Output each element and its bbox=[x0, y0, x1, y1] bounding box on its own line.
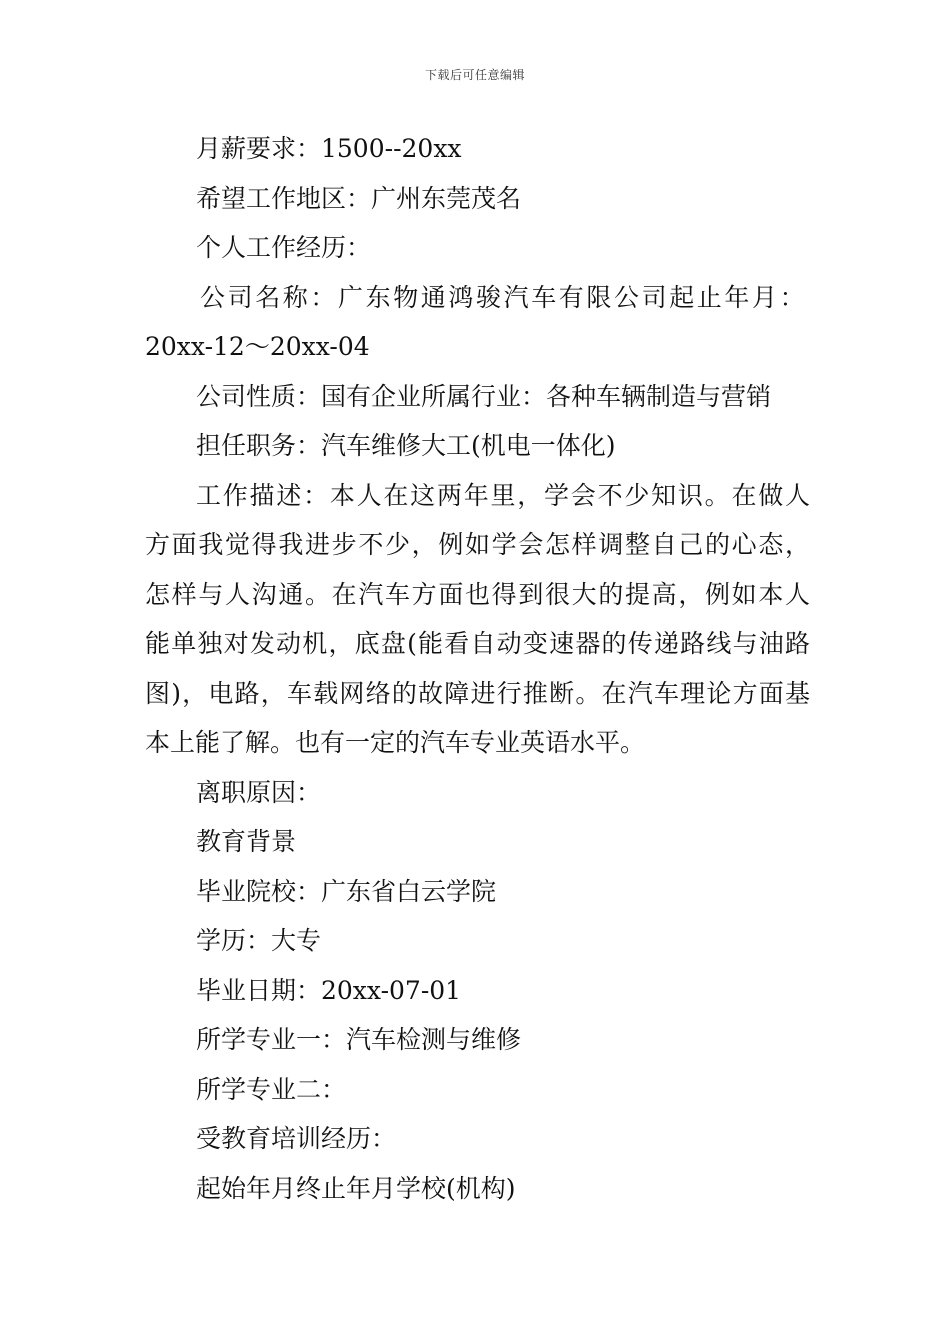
location-line: 希望工作地区：广州东莞茂名 bbox=[196, 183, 522, 213]
training-heading: 受教育培训经历： bbox=[196, 1124, 397, 1153]
description-line: 方面我觉得我进步不少，例如学会怎样调整自己的心态， bbox=[145, 530, 810, 559]
description-line: 怎样与人沟通。在汽车方面也得到很大的提高，例如本人 bbox=[145, 579, 810, 609]
degree-line: 学历：大专 bbox=[196, 926, 322, 955]
description-line: 图)，电路，车载网络的故障进行推断。在汽车理论方面基 bbox=[145, 678, 810, 708]
download-note: 下载后可任意编辑 bbox=[424, 68, 525, 82]
position-line: 担任职务：汽车维修大工(机电一体化) bbox=[196, 431, 616, 460]
description-line: 工作描述：本人在这两年里，学会不少知识。在做人 bbox=[196, 480, 810, 510]
experience-heading: 个人工作经历： bbox=[196, 233, 372, 262]
description-line: 能单独对发动机，底盘(能看自动变速器的传递路线与油路 bbox=[145, 629, 810, 658]
company-period-line: 20xx-12～20xx-04 bbox=[145, 332, 370, 361]
major-one-line: 所学专业一：汽车检测与维修 bbox=[196, 1025, 522, 1054]
leave-reason-line: 离职原因： bbox=[196, 777, 322, 807]
company-nature-line: 公司性质：国有企业所属行业：各种车辆制造与营销 bbox=[196, 381, 772, 411]
training-columns-line: 起始年月终止年月学校(机构) bbox=[196, 1173, 516, 1203]
major-two-line: 所学专业二： bbox=[196, 1074, 347, 1104]
company-line: 公司名称：广东物通鸿骏汽车有限公司起止年月： bbox=[200, 282, 808, 312]
resume-body bbox=[145, 124, 810, 1213]
salary-line: 月薪要求：1500--20xx bbox=[196, 134, 462, 163]
education-heading: 教育背景 bbox=[196, 827, 297, 856]
school-line: 毕业院校：广东省白云学院 bbox=[196, 876, 497, 906]
graduation-date-line: 毕业日期：20xx-07-01 bbox=[196, 975, 462, 1005]
description-line: 本上能了解。也有一定的汽车专业英语水平。 bbox=[145, 728, 646, 757]
